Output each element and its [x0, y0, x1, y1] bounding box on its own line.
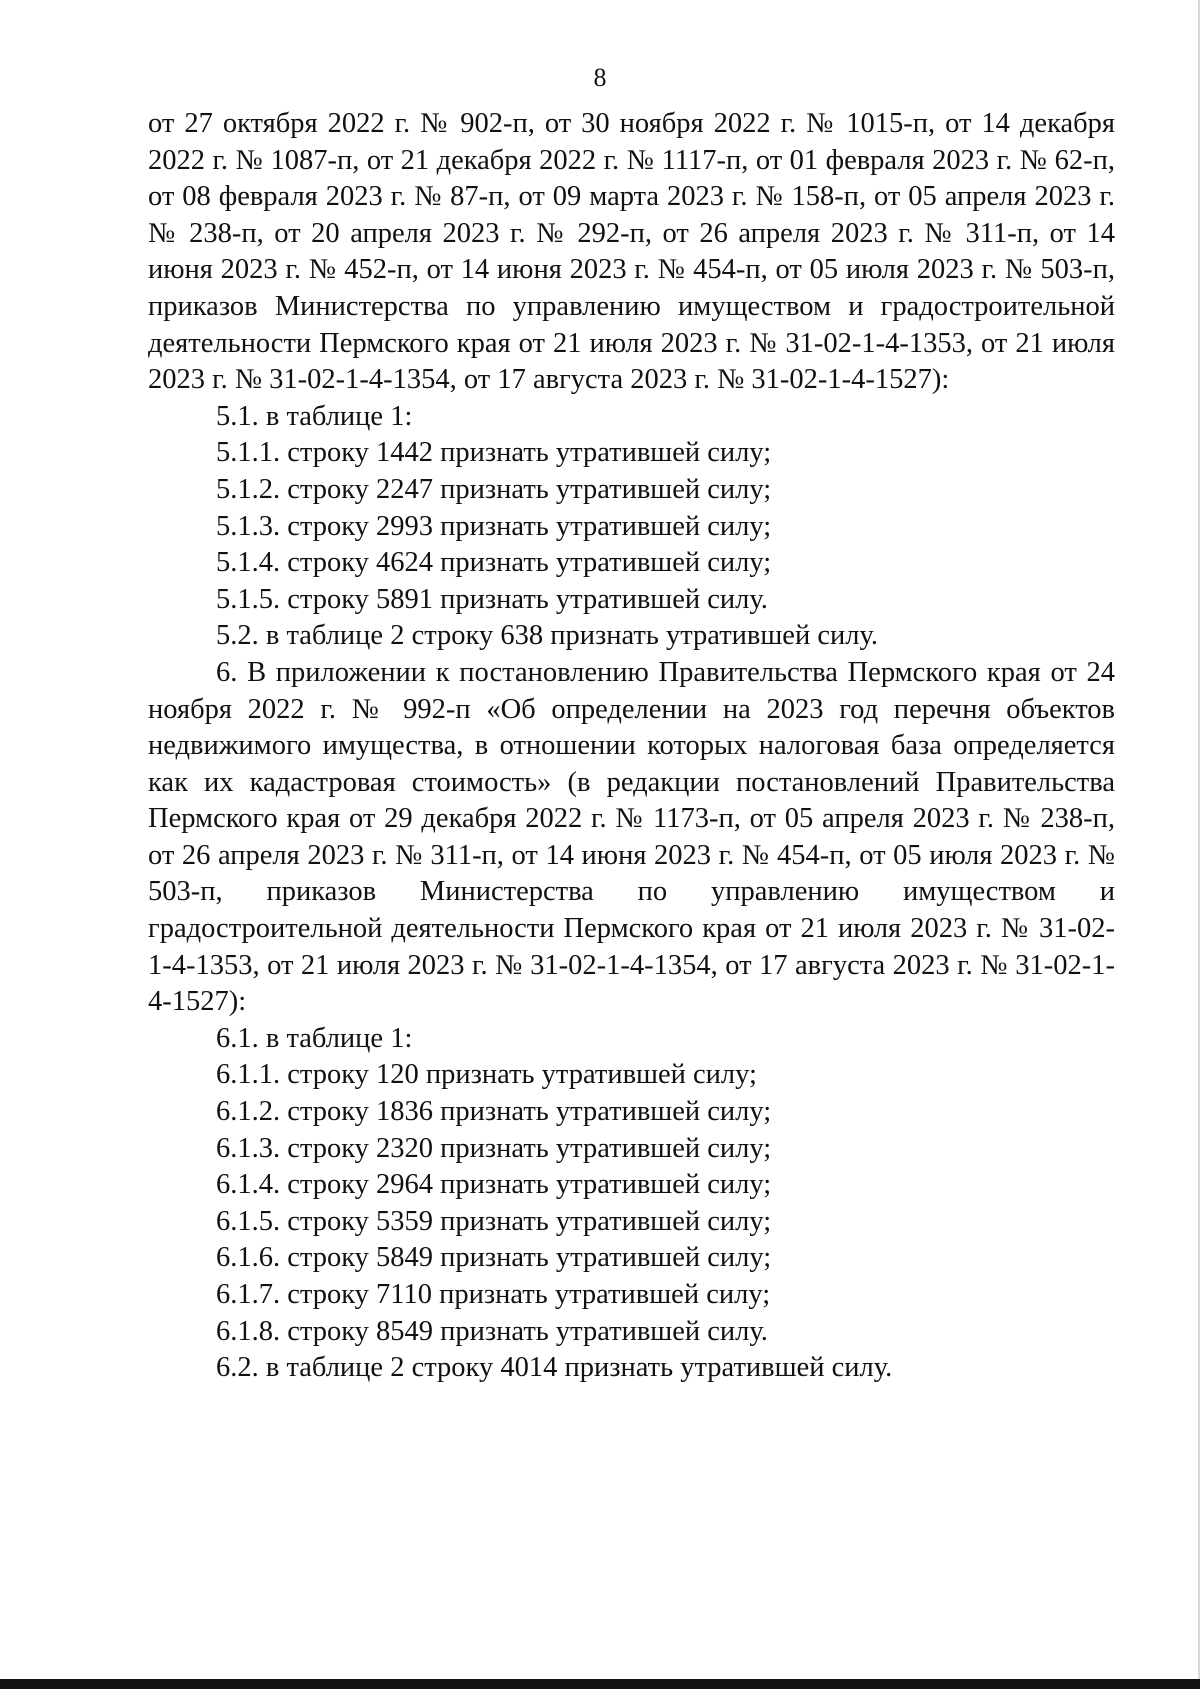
section-6-items [148, 1021, 1115, 1387]
scan-edge-bottom [0, 1679, 1200, 1689]
list-item-6-1-8: 6.1.8. строку 8549 признать утратившей силу. [216, 1315, 768, 1347]
list-item-6-1-5: 6.1.5. строку 5359 признать утратившей силу; [216, 1205, 772, 1237]
section-5-items [148, 399, 1115, 655]
list-item-6-1-1: 6.1.1. строку 120 признать утратившей силу; [216, 1059, 757, 1091]
list-item-6-1-2: 6.1.2. строку 1836 признать утратившей силу; [216, 1096, 772, 1128]
list-item-5-1-3: 5.1.3. строку 2993 признать утратившей силу; [216, 510, 772, 542]
list-item-5-1-2: 5.1.2. строку 2247 признать утратившей силу; [216, 473, 772, 505]
list-item-5-1-1: 5.1.1. строку 1442 признать утратившей силу; [216, 437, 772, 469]
list-item-6-2: 6.2. в таблице 2 строку 4014 признать утратившей силу. [216, 1352, 893, 1384]
list-item-6-1-4: 6.1.4. строку 2964 признать утратившей силу; [216, 1169, 772, 1201]
page-number: 8 [593, 63, 607, 92]
list-item-5-2: 5.2. в таблице 2 строку 638 признать утратившей силу. [216, 620, 878, 652]
list-item-5-1: 5.1. в таблице 1: [216, 400, 413, 432]
list-item-6-1-6: 6.1.6. строку 5849 признать утратившей силу; [216, 1242, 772, 1274]
section-6-paragraph: 6. В приложении к постановлению Правительства Пермского края от 24 ноября 2022 г. № 992-п «Об определении на 2023 год перечня объектов недвижимого имущества, в отношении которых налоговая база определяется как их кадастровая стоимость» (в редакции постановлений Правительства Пермского края от 29 декабря 2022 г. № 1173-п, от 05 апреля 2023 г. № 238-п, от 26 апреля 2023 г. № 311-п, от 14 июня 2023 г. № 454-п, от 05 июля 2023 г. № 503-п, приказов Министерства по управлению имуществом и градостроительной деятельности Пермского края от 21 июля 2023 г. № 31-02-1-4-1353, от 21 июля 2023 г. № 31-02-1-4-1354, от 17 августа 2023 г. № 31-02-1-4-1527): [148, 656, 1115, 1018]
list-item-5-1-5: 5.1.5. строку 5891 признать утратившей силу. [216, 583, 768, 615]
list-item-6-1: 6.1. в таблице 1: [216, 1022, 413, 1054]
list-item-6-1-7: 6.1.7. строку 7110 признать утратившей силу; [216, 1279, 771, 1310]
list-item-6-1-3: 6.1.3. строку 2320 признать утратившей силу; [216, 1132, 772, 1164]
document-body [148, 106, 1115, 1387]
intro-paragraph: от 27 октября 2022 г. № 902-п, от 30 ноября 2022 г. № 1015-п, от 14 декабря 2022 г. № 1087-п, от 21 декабря 2022 г. № 1117-п, от 01 февраля 2023 г. № 62-п, от 08 февраля 2023 г. № 87-п, от 09 марта 2023 г. № 158-п, от 05 апреля 2023 г. № 238-п, от 20 апреля 2023 г. № 292-п, от 26 апреля 2023 г. № 311-п, от 14 июня 2023 г. № 452-п, от 14 июня 2023 г. № 454-п, от 05 июля 2023 г. № 503-п, приказов Министерства по управлению имуществом и градостроительной деятельности Пермского края от 21 июля 2023 г. № 31-02-1-4-1353, от 21 июля 2023 г. № 31-02-1-4-1354, от 17 августа 2023 г. № 31-02-1-4-1527): [148, 108, 1115, 396]
list-item-5-1-4: 5.1.4. строку 4624 признать утратившей силу; [216, 547, 772, 579]
